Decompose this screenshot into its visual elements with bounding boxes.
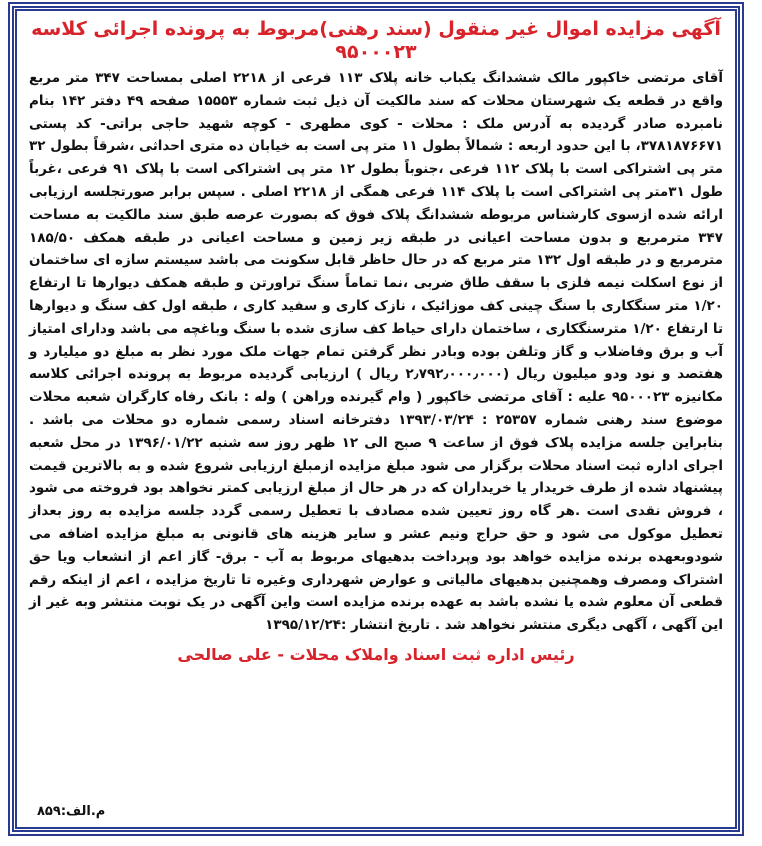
notice-body: آقای مرتضی خاکپور مالک ششدانگ یکباب خانه پلاک ۱۱۳ فرعی از ۲۲۱۸ اصلی بمساحت ۳۴۷ متر مربع واقع در قطعه یک شهرستان محلات که سند مالکیت آن ذیل ثبت شماره ۱۵۵۵۳ صفحه ۴۹ دفتر ۱۴۲ بنام نامبرده صادر گردیده به آدرس ملک : محلات - کوی مطهری - کوچه شهید حاجی براتی- کد پستی ۳۷۸۱۸۷۶۶۷۱، با این حدود اربعه : شمالاً بطول ۱۱ متر پی است به خیابان ده متری احداثی ،شرقاً بطول ۳۲ متر پی اشتراکی است با پلاک ۱۱۲ فرعی ،جنوباً بطول ۱۲ متر پی اشتراکی است با پلاک ۹۱ فرعی ،غرباً طول ۳۱متر پی اشتراکی است با پلاک ۱۱۴ فرعی همگی از ۲۲۱۸ اصلی . سپس برابر صورتجلسه ارزیابی ارائه شده ازسوی کارشناس مربوطه ششدانگ پلاک فوق که بصورت عرصه طبق سند مالکیت به مساحت ۳۴۷ مترمربع و بدون مساحت اعیانی در طبقه زیر زمین و مساحت اعیانی در طبقه همکف ۱۸۵/۵۰ مترمربع و در طبقه اول ۱۳۲ متر مربع که در حال حاظر قابل سکونت می باشد سیستم سازه ای ساختمان از نوع اسکلت نیمه فلزی با سقف طاق ضربی ،نما تماماً سنگ تراورتن و طبقه همکف دیوارها تا ارتفاع ۱/۲۰ متر سنگکاری با سنگ چینی کف موزائیک ، نازک کاری و سفید کاری ، طبقه اول کف سنگ و دیوارها تا ارتفاع ۱/۲۰ مترسنگکاری ، ساختمان دارای حیاط کف سازی شده با سنگ وباغچه می باشد ودارای امتیاز آب و برق وفاضلاب و گاز وتلفن بوده وبادر نظر گرفتن تمام جهات ملک مورد نظر به مبلغ دو میلیارد و هفتصد و نود ودو میلیون ریال (۲٫۷۹۲٫۰۰۰٫۰۰۰ ریال ) ارزیابی گردیده مربوط به پرونده اجرائی کلاسه مکانیزه ۹۵۰۰۰۲۳ علیه : آقای مرتضی خاکپور ( وام گیرنده وراهن ) وله : بانک رفاه کارگران شعبه محلات موضوع سند رهنی شماره ۲۵۳۵۷ : ۱۳۹۳/۰۳/۲۴ دفترخانه اسناد رسمی شماره دو محلات می باشد . بنابراین جلسه مزایده پلاک فوق از ساعت ۹ صبح الی ۱۲ ظهر روز سه شنبه ۱۳۹۶/۰۱/۲۲ در محل شعبه اجرای اداره ثبت اسناد محلات برگزار می شود مبلغ مزایده ازمبلغ ارزیابی شروع شده و به بالاترین قیمت پیشنهاد شده از طرف خریدار یا خریداران که در هر حال از مبلغ ارزیابی کمتر نخواهد بود فروخته می شود ، فروش نقدی است .هر گاه روز تعیین شده مصادف با تعطیل رسمی گردد جلسه مزایده به روز بعداز تعطیل موکول می شود و حق حراج ونیم عشر و سایر هزینه های قانونی به مبلغ مزایده اضافه می شودوبعهده برنده مزایده خواهد بود وپرداخت بدهیهای مربوط به آب - برق- گاز اعم از انشعاب ویا حق اشتراک ومصرف وهمچنین بدهیهای مالیاتی و عوارض شهرداری وغیره تا تاریخ مزایده ، اعم از اینکه رقم قطعی آن معلوم شده یا نشده باشد به عهده برنده مزایده است واین آگهی در یک نوبت منتشر وبه غیر از این آگهی ، آگهی دیگری منتشر نخواهد شد . تاریخ انتشار :۱۳۹۵/۱۲/۲۴ xyxy=(29,70,724,634)
notice-title: آگهی مزایده اموال غیر منقول (سند رهنی)مربوط به پرونده اجرائی کلاسه xyxy=(31,18,721,40)
signature: رئیس اداره ثبت اسناد واملاک محلات - علی صالحی xyxy=(177,644,575,664)
footer-code: م.الف:۸۵۹ xyxy=(37,804,106,819)
auction-notice xyxy=(12,6,740,832)
file-number: ۹۵۰۰۰۲۳ xyxy=(335,41,417,63)
